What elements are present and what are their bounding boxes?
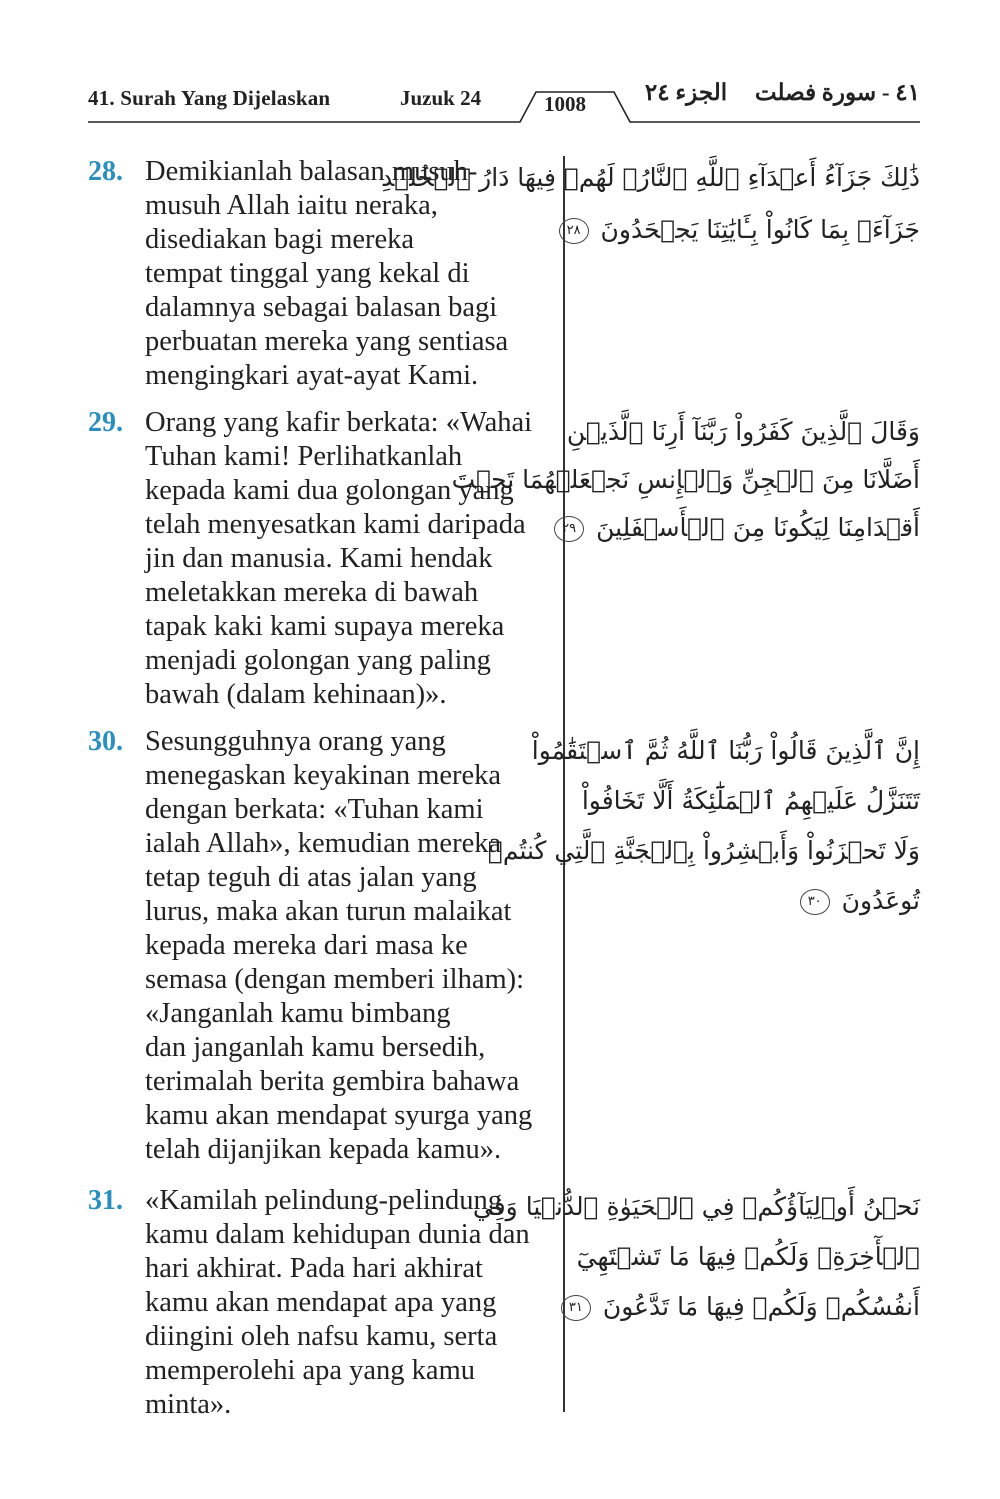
translation-line: Tuhan kami! Perlihatkanlah xyxy=(145,441,463,472)
translation-line: lurus, maka akan turun malaikat xyxy=(145,896,512,927)
ayah-number-marker: ٢٩ xyxy=(554,516,584,542)
translation-line: dalamnya sebagai balasan bagi xyxy=(145,292,498,323)
verse-translation xyxy=(145,725,555,1167)
translation-line: bawah (dalam kehinaan)». xyxy=(145,679,447,710)
arabic-line-text: أَقۡدَامِنَا لِيَكُونَا مِنَ ٱلۡأَسۡفَلِينَ xyxy=(596,513,920,542)
verse-arabic xyxy=(381,152,920,256)
translation-line: «Kamilah pelindung-pelindung xyxy=(145,1185,502,1216)
translation-line: perbuatan mereka yang sentiasa xyxy=(145,326,509,357)
verse-number: 31. xyxy=(88,1185,123,1216)
translation-line: Orang yang kafir berkata: «Wahai xyxy=(145,407,533,438)
translation-line: telah menyesatkan kami daripada xyxy=(145,509,526,540)
arabic-line xyxy=(566,204,920,256)
juz-label-arabic: الجزء ٢٤ xyxy=(644,80,728,105)
arabic-line: ذَٰلِكَ جَزَآءُ أَعۡدَآءِ ٱللَّهِ ٱلنَّارُۖ لَهُمۡ فِيهَا دَارُ ٱلۡخُلۡدِ xyxy=(381,163,920,192)
translation-line: diingini oleh nafsu kamu, serta xyxy=(145,1321,498,1352)
page-number: 1008 xyxy=(544,92,586,116)
arabic-line-text: تُوعَدُونَ xyxy=(841,886,920,915)
translation-line: kamu akan mendapat apa yang xyxy=(145,1287,497,1318)
translation-line: Sesungguhnya orang yang xyxy=(145,726,446,757)
verse-number: 29. xyxy=(88,407,123,438)
surah-title-arabic: ٤١ - سورة فصلت xyxy=(754,80,920,105)
translation-line: Demikianlah balasan musuh- xyxy=(145,156,478,187)
translation-line: memperolehi apa yang kamu xyxy=(145,1355,476,1386)
translation-line: terimalah berita gembira bahawa xyxy=(145,1066,520,1097)
verse-number: 30. xyxy=(88,726,123,757)
arabic-line: ٱلۡأٓخِرَةِۖ وَلَكُمۡ فِيهَا مَا تَشۡتَهِيٓ xyxy=(576,1242,920,1271)
arabic-line: تَتَنَزَّلُ عَلَيۡهِمُ ٱلۡمَلَٰٓئِكَةُ أَلَّا تَخَافُواْ xyxy=(581,786,920,815)
surah-title-latin: 41. Surah Yang Dijelaskan xyxy=(88,86,331,110)
translation-line: dan janganlah kamu bersedih, xyxy=(145,1032,486,1063)
translation-line: hari akhirat. Pada hari akhirat xyxy=(145,1253,483,1284)
translation-line: meletakkan mereka di bawah xyxy=(145,577,479,608)
verse-number: 28. xyxy=(88,156,123,187)
verse-arabic xyxy=(451,408,920,552)
verse-arabic xyxy=(472,1182,920,1332)
translation-line: menegaskan keyakinan mereka xyxy=(145,760,502,791)
arabic-line: وَلَا تَحۡزَنُواْ وَأَبۡشِرُواْ بِٱلۡجَنَّةِ ٱلَّتِي كُنتُمۡ xyxy=(487,836,920,865)
arabic-line xyxy=(600,876,920,926)
translation-line: «Janganlah kamu bimbang xyxy=(145,998,451,1029)
translation-line: tempat tinggal yang kekal di xyxy=(145,258,470,289)
arabic-line xyxy=(568,1282,920,1332)
translation-line: semasa (dengan memberi ilham): xyxy=(145,964,525,995)
arabic-line: نَحۡنُ أَوۡلِيَآؤُكُمۡ فِي ٱلۡحَيَوٰةِ ٱلدُّنۡيَا وَفِي xyxy=(472,1192,920,1221)
arabic-line xyxy=(562,504,920,552)
translation-line: telah dijanjikan kepada kamu». xyxy=(145,1134,502,1165)
translation-line: musuh Allah iaitu neraka, xyxy=(145,190,438,221)
arabic-line-text: جَزَآءَۢ بِمَا كَانُواْ بِـَٔايَٰتِنَا يَجۡحَدُونَ xyxy=(600,215,920,244)
translation-line: kamu dalam kehidupan dunia dan xyxy=(145,1219,530,1250)
translation-line: kepada mereka dari masa ke xyxy=(145,930,468,961)
translation-line: menjadi golongan yang paling xyxy=(145,645,491,676)
ayah-number-marker: ٣١ xyxy=(561,1295,591,1321)
verse-translation xyxy=(145,406,555,712)
translation-line: ialah Allah», kemudian mereka xyxy=(145,828,502,859)
juz-label-latin: Juzuk 24 xyxy=(400,86,482,110)
translation-line: tetap teguh di atas jalan yang xyxy=(145,862,477,893)
arabic-line: أَضَلَّانَا مِنَ ٱلۡجِنِّ وَٱلۡإِنسِ نَجۡعَلۡهُمَا تَحۡتَ xyxy=(451,465,920,494)
page-header xyxy=(88,76,920,126)
arabic-line: وَقَالَ ٱلَّذِينَ كَفَرُواْ رَبَّنَآ أَرِنَا ٱلَّذَيۡنِ xyxy=(566,417,920,446)
arabic-line: إِنَّ ٱلَّذِينَ قَالُواْ رَبُّنَا ٱللَّهُ ثُمَّ ٱسۡتَقَٰمُواْ xyxy=(531,736,920,765)
ayah-number-marker: ٢٨ xyxy=(559,218,589,244)
arabic-line-text: أَنفُسُكُمۡ وَلَكُمۡ فِيهَا مَا تَدَّعُونَ xyxy=(602,1292,920,1321)
ayah-number-marker: ٣٠ xyxy=(800,889,830,915)
translation-line: tapak kaki kami supaya mereka xyxy=(145,611,505,642)
translation-line: mengingkari ayat-ayat Kami. xyxy=(145,360,479,391)
translation-line: dengan berkata: «Tuhan kami xyxy=(145,794,484,825)
translation-line: jin dan manusia. Kami hendak xyxy=(145,543,493,574)
translation-line: minta». xyxy=(145,1389,232,1420)
translation-line: kepada kami dua golongan yang xyxy=(145,475,514,506)
translation-line: kamu akan mendapat syurga yang xyxy=(145,1100,533,1131)
translation-line: disediakan bagi mereka xyxy=(145,224,415,255)
verse-arabic xyxy=(487,726,920,926)
